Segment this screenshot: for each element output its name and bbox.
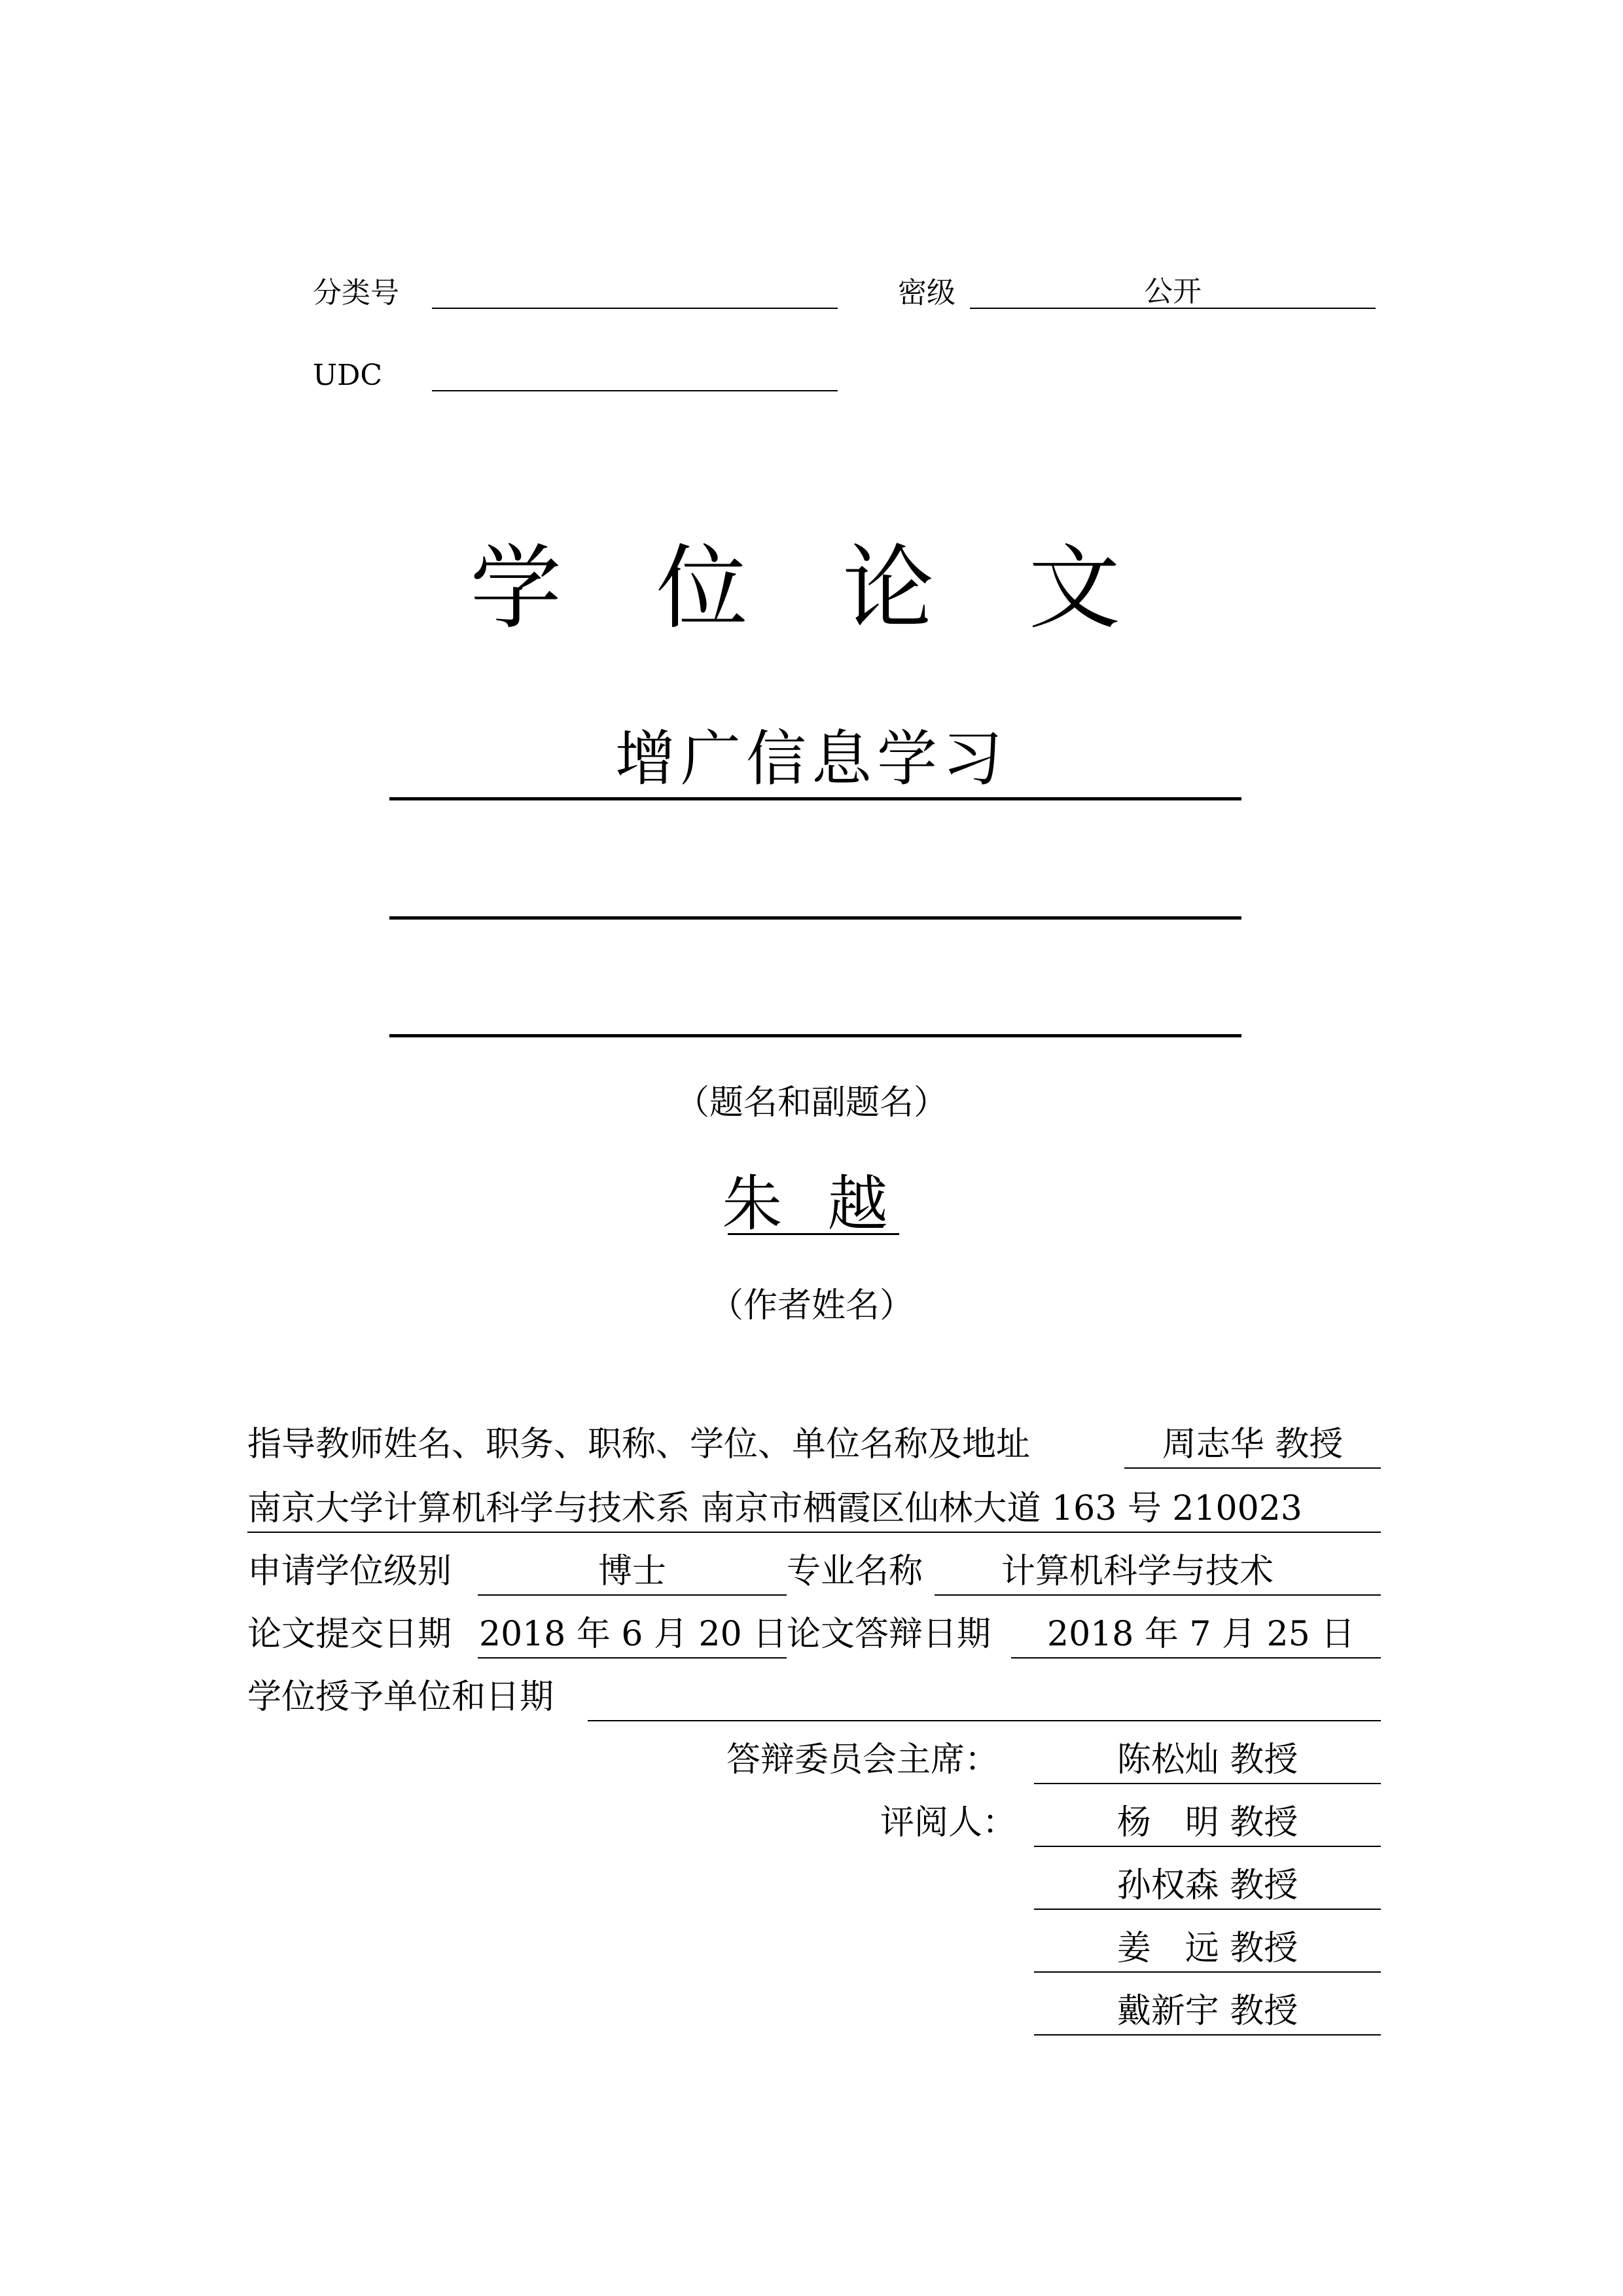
secrecy-label: 密级: [898, 276, 955, 310]
submit-date-value: 2018 年 6 月 20 日: [479, 1615, 787, 1654]
grant-label: 学位授予单位和日期: [247, 1677, 554, 1717]
advisor-field: [1124, 1467, 1381, 1469]
reviewer-field-4: [1034, 2034, 1381, 2036]
reviewer-field-1: [1034, 1846, 1381, 1847]
reviewer-value-4: 戴新宇 教授: [1116, 1992, 1298, 2031]
reviewer-value-2: 孙权森 教授: [1116, 1866, 1298, 1905]
secrecy-value: 公开: [1144, 275, 1202, 308]
thesis-title: 增广信息学习: [615, 724, 1008, 794]
author-caption: （作者姓名）: [709, 1286, 914, 1325]
title-caption: （题名和副题名）: [675, 1083, 948, 1122]
submit-date-field: [478, 1657, 787, 1659]
major-value: 计算机科学与技术: [1001, 1552, 1274, 1591]
author-name: 朱 越: [722, 1169, 901, 1239]
committee-chair-field: [1034, 1783, 1381, 1784]
reviewer-field-3: [1034, 1971, 1381, 1973]
advisor-value: 周志华 教授: [1162, 1425, 1344, 1464]
defense-date-field: [1011, 1657, 1381, 1659]
advisor-label: 指导教师姓名、职务、职称、学位、单位名称及地址: [247, 1425, 1031, 1464]
title-line-3: [389, 1034, 1241, 1037]
degree-level-label: 申请学位级别: [247, 1552, 452, 1591]
defense-date-label: 论文答辩日期: [787, 1615, 991, 1654]
udc-field: [432, 390, 838, 391]
udc-label: UDC: [313, 359, 383, 392]
grant-field: [588, 1720, 1381, 1721]
reviewers-label: 评阅人：: [880, 1803, 1017, 1842]
degree-level-value: 博士: [597, 1552, 666, 1591]
advisor-address-underline: [247, 1532, 1381, 1533]
defense-date-value: 2018 年 7 月 25 日: [1047, 1615, 1355, 1654]
advisor-address: 南京大学计算机科学与技术系 南京市栖霞区仙林大道 163 号 210023: [247, 1489, 1302, 1528]
submit-date-label: 论文提交日期: [247, 1615, 452, 1654]
title-line-1: [389, 797, 1241, 800]
reviewer-value-3: 姜 远 教授: [1116, 1929, 1298, 1968]
author-name-underline: [728, 1233, 899, 1235]
document-type-heading: 学 位 论 文: [470, 535, 1153, 642]
major-field: [935, 1594, 1381, 1596]
classification-label: 分类号: [313, 276, 399, 310]
title-line-2: [389, 916, 1241, 920]
reviewer-field-2: [1034, 1909, 1381, 1910]
committee-chair-label: 答辩委员会主席：: [726, 1740, 999, 1780]
committee-chair-value: 陈松灿 教授: [1116, 1740, 1298, 1780]
reviewer-value-1: 杨 明 教授: [1116, 1803, 1298, 1842]
degree-level-field: [478, 1594, 787, 1596]
major-label: 专业名称: [787, 1552, 923, 1591]
classification-field: [432, 308, 838, 309]
